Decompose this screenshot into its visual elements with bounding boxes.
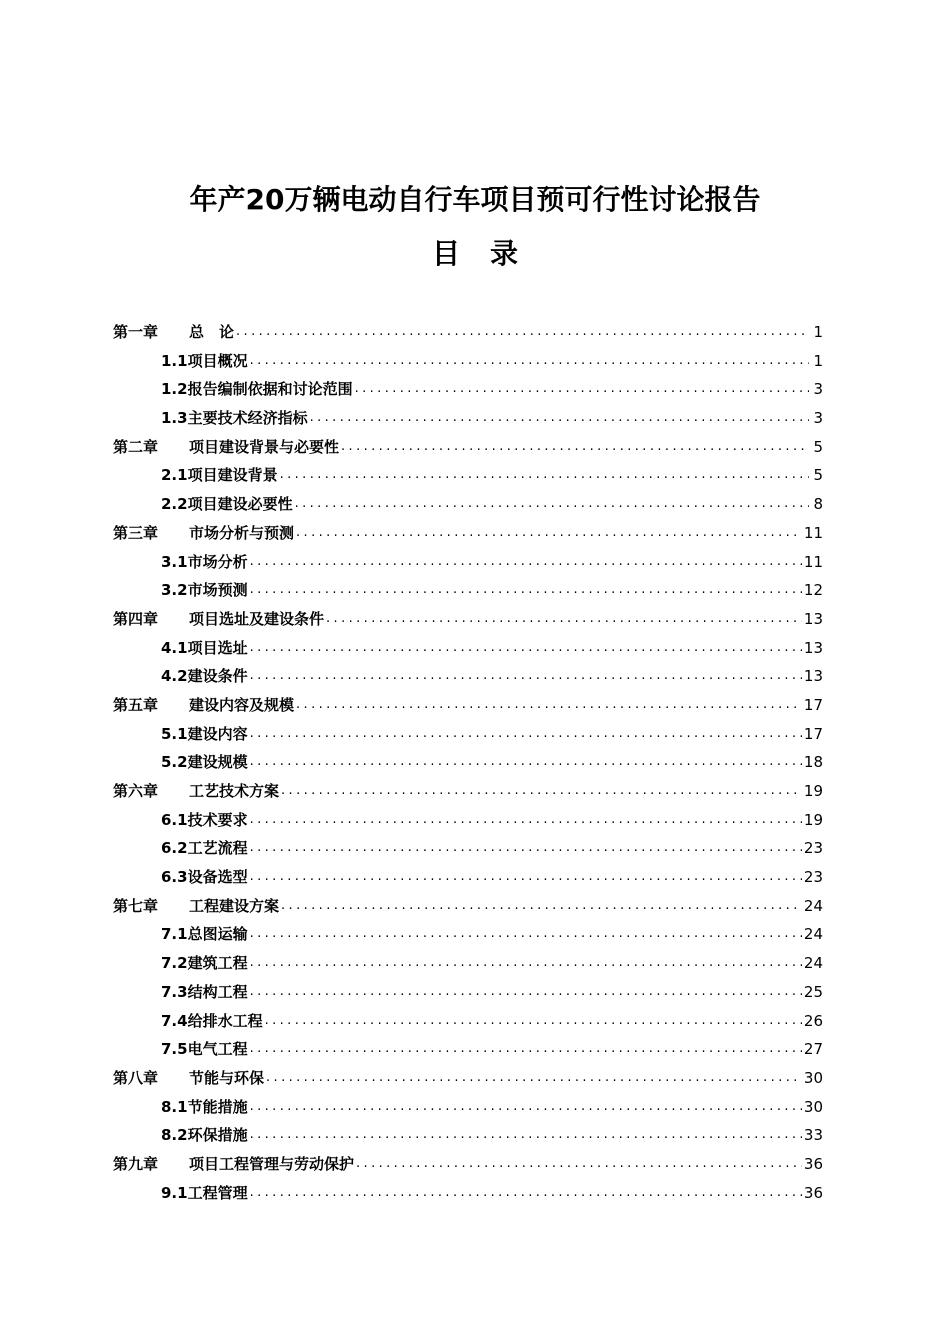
toc-entry-title: 6.3设备选型 (161, 868, 248, 887)
toc-section-entry[interactable] (113, 863, 823, 892)
toc-page-number: 30 (803, 1097, 823, 1116)
toc-page-number: 13 (803, 638, 823, 657)
toc-page-number: 24 (803, 896, 823, 915)
toc-page-number: 23 (803, 868, 823, 887)
toc-chapter-number: 第一章 (113, 323, 159, 341)
toc-page-number: 3 (813, 380, 823, 399)
toc-chapter-entry[interactable] (113, 519, 823, 548)
toc-section-entry[interactable] (113, 490, 823, 519)
toc-entry-title: 6.2工艺流程 (161, 839, 248, 858)
toc-section-entry[interactable] (113, 1179, 823, 1208)
toc-entry-title: 7.4给排水工程 (161, 1011, 263, 1030)
toc-entry-title: 总 论 (189, 323, 235, 341)
toc-page-number: 1 (813, 351, 823, 370)
toc-chapter-entry[interactable] (113, 691, 823, 720)
toc-dot-leader (250, 920, 802, 949)
toc-dot-leader (310, 404, 809, 433)
toc-chapter-number: 第六章 (113, 782, 159, 800)
toc-page-number: 36 (803, 1183, 823, 1202)
toc-entry-title: 6.1技术要求 (161, 810, 248, 829)
toc-entry-title: 4.2建设条件 (161, 667, 248, 686)
toc-chapter-number: 第二章 (113, 437, 159, 456)
toc-entry-title: 2.2项目建设必要性 (161, 495, 293, 514)
toc-page-number: 24 (803, 954, 823, 973)
toc-dot-leader (250, 863, 802, 892)
toc-section-entry[interactable] (113, 461, 823, 490)
toc-chapter-number: 第四章 (113, 609, 159, 628)
toc-page-number: 19 (803, 782, 823, 800)
toc-page-number: 33 (803, 1126, 823, 1145)
toc-entry-title: 9.1工程管理 (161, 1183, 248, 1202)
toc-chapter-number: 第五章 (113, 695, 159, 714)
toc-page-number: 3 (813, 409, 823, 428)
toc-dot-leader (281, 777, 802, 806)
toc-dot-leader (250, 720, 802, 749)
toc-section-entry[interactable] (113, 748, 823, 777)
toc-dot-leader (250, 978, 802, 1007)
toc-entry-title: 7.2建筑工程 (161, 954, 248, 973)
toc-entry-title: 7.3结构工程 (161, 982, 248, 1001)
toc-dot-leader (236, 318, 809, 347)
toc-section-entry[interactable] (113, 978, 823, 1007)
toc-section-entry[interactable] (113, 949, 823, 978)
toc-page-number: 19 (803, 810, 823, 829)
toc-chapter-number: 第七章 (113, 896, 159, 915)
toc-dot-leader (356, 1150, 802, 1179)
toc-page-number: 23 (803, 839, 823, 858)
toc-page-number: 13 (803, 609, 823, 628)
toc-chapter-entry[interactable] (113, 605, 823, 634)
toc-dot-leader (250, 548, 802, 577)
toc-section-entry[interactable] (113, 662, 823, 691)
toc-section-entry[interactable] (113, 375, 823, 404)
toc-chapter-entry[interactable] (113, 777, 823, 806)
toc-dot-leader (296, 691, 802, 720)
toc-page-number: 30 (803, 1068, 823, 1087)
toc-entry-title: 工程建设方案 (189, 896, 280, 915)
toc-page-number: 25 (803, 982, 823, 1001)
toc-entry-title: 7.5电气工程 (161, 1040, 248, 1059)
toc-heading-part-1: 目 (431, 237, 460, 270)
toc-dot-leader (295, 490, 809, 519)
toc-page-number: 26 (803, 1011, 823, 1030)
toc-heading (0, 232, 950, 272)
toc-section-entry[interactable] (113, 806, 823, 835)
toc-dot-leader (250, 347, 809, 376)
toc-entry-title: 节能与环保 (189, 1068, 265, 1087)
toc-section-entry[interactable] (113, 1093, 823, 1122)
toc-section-entry[interactable] (113, 720, 823, 749)
toc-section-entry[interactable] (113, 834, 823, 863)
toc-dot-leader (250, 806, 802, 835)
toc-chapter-number: 第八章 (113, 1068, 159, 1087)
toc-entry-title: 项目工程管理与劳动保护 (189, 1154, 355, 1173)
toc-page-number: 5 (813, 466, 823, 485)
toc-section-entry[interactable] (113, 576, 823, 605)
toc-heading-part-2: 录 (490, 237, 519, 270)
toc-entry-title: 工艺技术方案 (189, 782, 280, 800)
toc-dot-leader (296, 519, 802, 548)
toc-section-entry[interactable] (113, 347, 823, 376)
toc-page-number: 8 (813, 495, 823, 514)
toc-page-number: 24 (803, 925, 823, 944)
toc-chapter-entry[interactable] (113, 1150, 823, 1179)
toc-section-entry[interactable] (113, 1007, 823, 1036)
toc-chapter-entry[interactable] (113, 1064, 823, 1093)
toc-entry-title: 3.1市场分析 (161, 552, 248, 571)
toc-page-number: 36 (803, 1154, 823, 1173)
table-of-contents (113, 318, 823, 1207)
toc-chapter-entry[interactable] (113, 892, 823, 921)
toc-entry-title: 1.1项目概况 (161, 351, 248, 370)
toc-dot-leader (280, 461, 809, 490)
toc-entry-title: 7.1总图运输 (161, 925, 248, 944)
toc-page-number: 11 (803, 552, 823, 571)
toc-page-number: 12 (803, 581, 823, 600)
toc-entry-title: 项目建设背景与必要性 (189, 437, 340, 456)
toc-dot-leader (250, 634, 802, 663)
toc-page-number: 5 (813, 437, 823, 456)
toc-entry-title: 1.2报告编制依据和讨论范围 (161, 380, 353, 399)
toc-chapter-number: 第九章 (113, 1154, 159, 1173)
toc-entry-title: 3.2市场预测 (161, 581, 248, 600)
toc-entry-title: 2.1项目建设背景 (161, 466, 278, 485)
toc-dot-leader (355, 375, 809, 404)
toc-dot-leader (250, 1179, 802, 1208)
toc-chapter-entry[interactable] (113, 318, 823, 347)
toc-entry-title: 8.2环保措施 (161, 1126, 248, 1145)
toc-page-number: 17 (803, 695, 823, 714)
toc-section-entry[interactable] (113, 1121, 823, 1150)
toc-dot-leader (281, 892, 802, 921)
toc-dot-leader (250, 748, 802, 777)
toc-chapter-entry[interactable] (113, 433, 823, 462)
toc-dot-leader (266, 1064, 802, 1093)
toc-entry-title: 1.3主要技术经济指标 (161, 409, 308, 428)
toc-entry-title: 4.1项目选址 (161, 638, 248, 657)
toc-dot-leader (250, 1121, 802, 1150)
toc-entry-title: 建设内容及规模 (189, 695, 295, 714)
toc-dot-leader (250, 1035, 802, 1064)
toc-entry-title: 市场分析与预测 (189, 523, 295, 542)
toc-page-number: 1 (813, 323, 823, 341)
toc-dot-leader (265, 1007, 802, 1036)
toc-dot-leader (250, 949, 802, 978)
toc-page-number: 13 (803, 667, 823, 686)
toc-dot-leader (326, 605, 802, 634)
toc-entry-title: 8.1节能措施 (161, 1097, 248, 1116)
toc-dot-leader (250, 576, 802, 605)
toc-dot-leader (250, 662, 802, 691)
toc-entry-title: 项目选址及建设条件 (189, 609, 325, 628)
toc-section-entry[interactable] (113, 920, 823, 949)
toc-section-entry[interactable] (113, 1035, 823, 1064)
toc-page-number: 11 (803, 523, 823, 542)
toc-dot-leader (250, 1093, 802, 1122)
toc-section-entry[interactable] (113, 404, 823, 433)
toc-section-entry[interactable] (113, 634, 823, 663)
document-title: 年产20万辆电动自行车项目预可行性讨论报告 (189, 183, 761, 216)
toc-entry-title: 5.2建设规模 (161, 753, 248, 772)
toc-chapter-number: 第三章 (113, 523, 159, 542)
toc-page-number: 27 (803, 1040, 823, 1059)
toc-entry-title: 5.1建设内容 (161, 724, 248, 743)
toc-page-number: 18 (803, 753, 823, 772)
toc-dot-leader (341, 433, 809, 462)
toc-section-entry[interactable] (113, 548, 823, 577)
toc-page-number: 17 (803, 724, 823, 743)
toc-dot-leader (250, 834, 802, 863)
